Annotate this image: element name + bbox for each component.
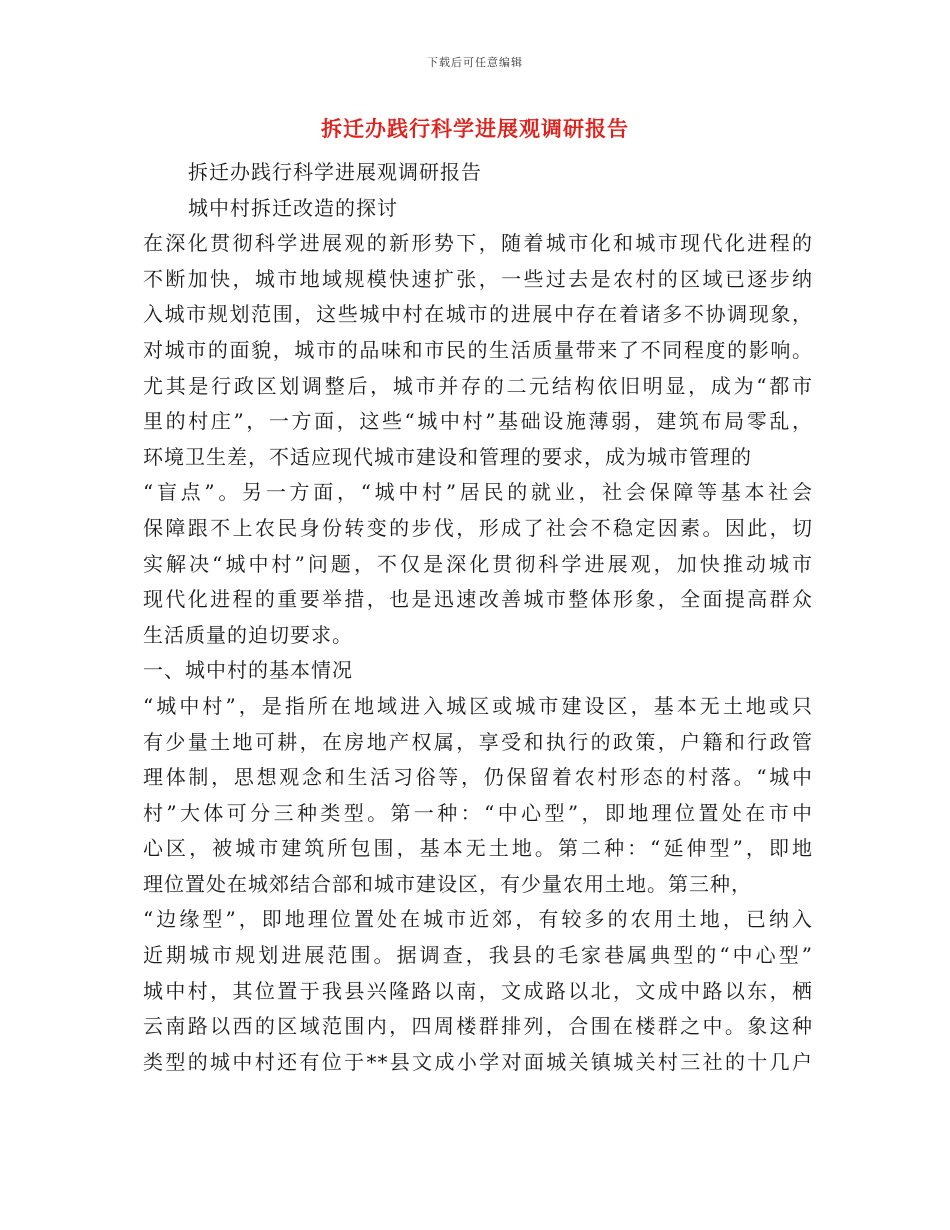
text-line: 不断加快，城市地域规模快速扩张，一些过去是农村的区域已逐步纳 xyxy=(143,266,813,291)
text-line: 理体制，思想观念和生活习俗等，仍保留着农村形态的村落。“城中 xyxy=(143,765,813,790)
text-line: 村”大体可分三种类型。第一种：“中心型”，即地理位置处在市中 xyxy=(143,800,813,825)
text-line: 在深化贯彻科学进展观的新形势下，随着城市化和城市现代化进程的 xyxy=(143,231,813,256)
text-line: 入城市规划范围，这些城中村在城市的进展中存在着诸多不协调现象， xyxy=(143,302,813,327)
text-line: 理位置处在城郊结合部和城市建设区，有少量农用土地。第三种， xyxy=(143,871,752,896)
text-line: 近期城市规划进展范围。据调查，我县的毛家巷属典型的“中心型” xyxy=(143,943,813,968)
text-line: 类型的城中村还有位于**县文成小学对面城关镇城关村三社的十几户 xyxy=(143,1049,813,1074)
text-line: 环境卫生差，不适应现代城市建设和管理的要求，成为城市管理的 xyxy=(143,444,752,469)
document-title: 拆迁办践行科学进展观调研报告 xyxy=(321,116,629,141)
text-line: “边缘型”，即地理位置处在城市近郊，有较多的农用土地，已纳入 xyxy=(143,907,813,932)
text-line: 有少量土地可耕，在房地产权属，享受和执行的政策，户籍和行政管 xyxy=(143,729,813,754)
text-line: 生活质量的迫切要求。 xyxy=(143,622,353,647)
text-line: 城中村拆迁改造的探讨 xyxy=(188,195,398,220)
text-line: 对城市的面貌，城市的品味和市民的生活质量带来了不同程度的影响。 xyxy=(143,337,813,362)
text-line: 现代化进程的重要举措，也是迅速改善城市整体形象，全面提高群众 xyxy=(143,587,813,612)
text-line: 城中村，其位置于我县兴隆路以南，文成路以北，文成中路以东，栖 xyxy=(143,978,813,1003)
text-line: 里的村庄”，一方面，这些“城中村”基础设施薄弱，建筑布局零乱， xyxy=(143,409,813,434)
page-header-note: 下载后可任意编辑 xyxy=(427,56,523,69)
text-line: 拆迁办践行科学进展观调研报告 xyxy=(188,160,482,184)
text-line: 心区，被城市建筑所包围，基本无土地。第二种：“延伸型”，即地 xyxy=(143,836,813,861)
text-line: 一、城中村的基本情况 xyxy=(143,658,353,683)
text-line: 实解决“城中村”问题，不仅是深化贯彻科学进展观，加快推动城市 xyxy=(143,551,813,576)
document-body xyxy=(143,155,813,1080)
text-line: “盲点”。另一方面，“城中村”居民的就业，社会保障等基本社会 xyxy=(143,480,813,505)
text-line: 尤其是行政区划调整后，城市并存的二元结构依旧明显，成为“都市 xyxy=(143,373,813,398)
text-line: 保障跟不上农民身份转变的步伐，形成了社会不稳定因素。因此，切 xyxy=(143,515,813,540)
text-line: “城中村”，是指所在地域进入城区或城市建设区，基本无土地或只 xyxy=(143,693,813,718)
text-line: 云南路以西的区域范围内，四周楼群排列，合围在楼群之中。象这种 xyxy=(143,1014,813,1039)
